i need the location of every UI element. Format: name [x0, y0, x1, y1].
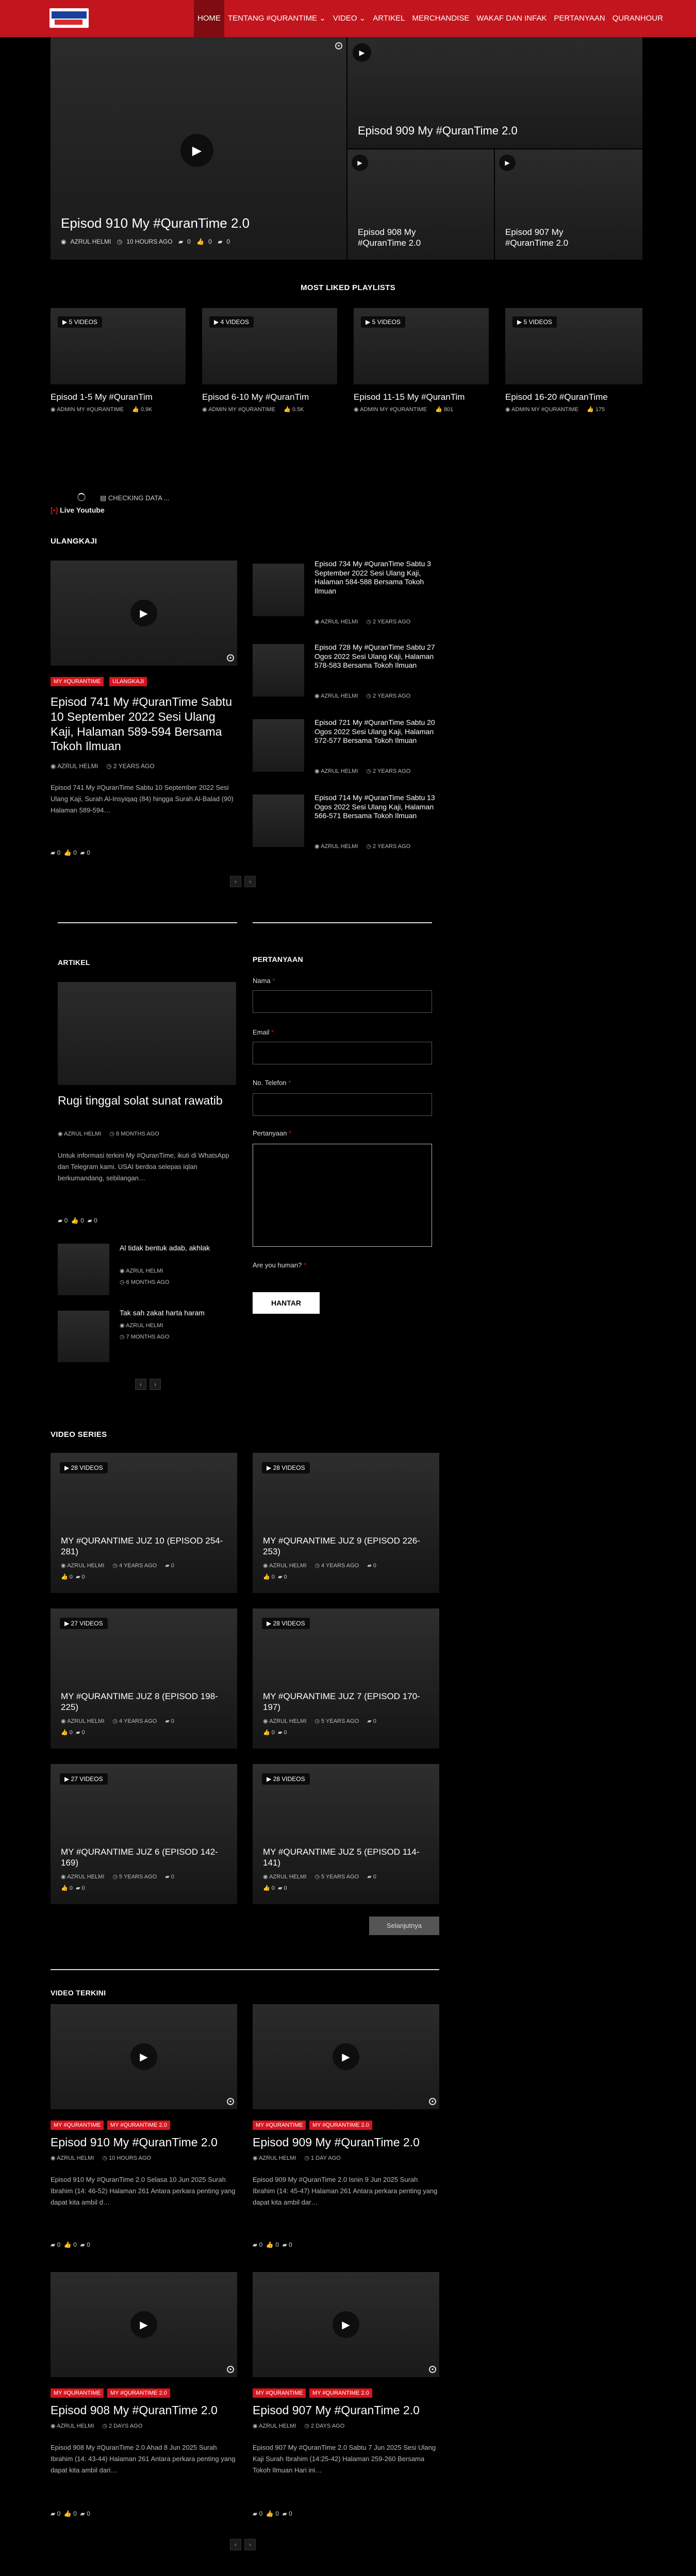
artikel-featured-counts: ▰ 0 👍 0 ▰ 0 — [58, 1217, 97, 1224]
prev-page-button[interactable]: ‹ — [135, 1379, 146, 1390]
info-icon: ● — [429, 2366, 436, 2373]
views-icon: ▰ — [218, 238, 223, 245]
series-count-badge: ▶ 28 VIDEOS — [262, 1618, 310, 1629]
artikel-list-title[interactable]: Al tidak bentuk adab, akhlak — [120, 1244, 210, 1252]
email-field[interactable] — [253, 1042, 432, 1064]
live-checking-status: ▤ CHECKING DATA ... — [100, 494, 170, 502]
artikel-list-meta: ◷ 6 MONTHS AGO — [120, 1279, 170, 1285]
hero-main-title[interactable]: Episod 910 My #QuranTime 2.0 — [61, 215, 250, 231]
series-card[interactable] — [51, 1764, 237, 1904]
hero-main-card[interactable] — [51, 37, 346, 260]
section-divider — [51, 1969, 439, 1970]
play-icon[interactable]: ▶ — [130, 2043, 157, 2070]
nav-tentang[interactable]: TENTANG #QURANTIME ⌄ — [228, 14, 326, 23]
next-page-button[interactable]: › — [150, 1379, 161, 1390]
series-count-badge: ▶ 28 VIDEOS — [262, 1773, 310, 1785]
soalan-label: Pertanyaan * — [253, 1129, 292, 1137]
playlist-title[interactable]: Episod 16-20 #QuranTime — [505, 392, 608, 402]
play-icon[interactable]: ▶ — [130, 600, 157, 626]
ulangkaji-heading: ULANGKAJI — [51, 537, 97, 546]
nav-home[interactable]: HOME — [194, 0, 224, 37]
terkini-title[interactable]: Episod 909 My #QuranTime 2.0 — [253, 2136, 420, 2149]
series-title[interactable]: MY #QURANTIME JUZ 9 (EPISOD 226-253) — [263, 1536, 420, 1557]
ulangkaji-featured-excerpt: Episod 741 My #QuranTime Sabtu 10 September 2022 Sesi Ulang Kaji, Surah Al-Insyiqaq (84) hingga Surah Al-Balad (90) Halaman 589-594… — [51, 784, 234, 815]
ulangkaji-list-meta: ◉ AZRUL HELMI ◷ 2 YEARS AGO — [314, 693, 411, 699]
terkini-excerpt: Episod 910 My #QuranTime 2.0 Selasa 10 Jun 2025 Surah Ibrahim (14: 46-52) Halaman 261 Antara perkara penting yang dapat kita ambil d… — [51, 2176, 236, 2207]
playlist-card[interactable] — [505, 308, 642, 384]
next-page-button[interactable]: › — [244, 876, 256, 887]
nav-wakaf[interactable]: WAKAF DAN INFAK — [476, 14, 547, 23]
artikel-featured-meta: ◉ AZRUL HELMI ◷ 8 MONTHS AGO — [58, 1131, 159, 1137]
ulangkaji-list-meta: ◉ AZRUL HELMI ◷ 2 YEARS AGO — [314, 768, 411, 774]
time: 10 HOURS AGO — [126, 238, 173, 245]
playlist-meta: ◉ ADMIN MY #QURANTIME 👍 175 — [505, 406, 605, 413]
info-icon: ● — [429, 2098, 436, 2105]
terkini-title[interactable]: Episod 910 My #QuranTime 2.0 — [51, 2136, 218, 2149]
playlist-count-badge: ▶ 4 VIDEOS — [209, 316, 254, 328]
playlist-count-badge: ▶ 5 VIDEOS — [361, 316, 405, 328]
series-card[interactable] — [51, 1453, 237, 1593]
nav-artikel[interactable]: ARTIKEL — [373, 14, 405, 23]
play-icon[interactable]: ▶ — [499, 155, 516, 171]
telefon-label: No. Telefon * — [253, 1079, 291, 1087]
terkini-excerpt: Episod 908 My #QuranTime 2.0 Ahad 8 Jun 2025 Surah Ibrahim (14: 43-44) Halaman 261 Antara perkara penting yang dapat kita ambil dari… — [51, 2444, 236, 2475]
playlist-count-badge: ▶ 5 VIDEOS — [512, 316, 557, 328]
artikel-list-meta: ◉ AZRUL HELMI — [120, 1268, 163, 1274]
playlist-count-badge: ▶ 5 VIDEOS — [58, 316, 102, 328]
ulangkaji-list-thumb[interactable] — [253, 794, 304, 847]
next-page-button[interactable]: › — [244, 2539, 256, 2550]
terkini-counts: ▰ 0 👍 0 ▰ 0 — [253, 2241, 292, 2248]
series-count-badge: ▶ 27 VIDEOS — [60, 1773, 108, 1785]
ulangkaji-list-thumb[interactable] — [253, 644, 304, 697]
series-meta: ◉ AZRUL HELMI ◷ 4 YEARS AGO ▰ 0 — [61, 1718, 174, 1724]
terkini-title[interactable]: Episod 908 My #QuranTime 2.0 — [51, 2403, 218, 2417]
section-divider — [253, 922, 432, 923]
author: AZRUL HELMI — [70, 238, 111, 245]
series-count-badge: ▶ 28 VIDEOS — [262, 1462, 310, 1473]
selanjutnya-button[interactable]: Selanjutnya — [369, 1917, 439, 1935]
terkini-meta: ◉ AZRUL HELMI ◷ 2 DAYS AGO — [51, 2423, 143, 2429]
terkini-excerpt: Episod 907 My #QuranTime 2.0 Sabtu 7 Jun 2025 Sesi Ulang Kaji Surah Ibrahim (14:25-42) Halaman 259-260 Bersama Tokoh Ilmuan Hari ini… — [253, 2444, 436, 2475]
category-tag[interactable]: MY #QURANTIME — [253, 2121, 306, 2130]
terkini-meta: ◉ AZRUL HELMI ◷ 2 DAYS AGO — [253, 2423, 345, 2429]
pertanyaan-heading: PERTANYAAN — [253, 955, 303, 963]
series-counts: 👍 0 ▰ 0 — [263, 1730, 287, 1736]
nav-video[interactable]: VIDEO ⌄ — [333, 14, 366, 23]
views-count: 0 — [226, 238, 230, 245]
category-tag[interactable]: MY #QURANTIME 2.0 — [107, 2388, 170, 2398]
nama-field[interactable] — [253, 990, 432, 1013]
category-tag[interactable]: MY #QURANTIME — [51, 2388, 104, 2398]
info-icon: ● — [227, 2098, 234, 2105]
artikel-list-meta: ◉ AZRUL HELMI — [120, 1323, 163, 1329]
artikel-list-thumb[interactable] — [58, 1244, 109, 1295]
hero-top-right-card[interactable] — [347, 37, 642, 148]
series-card[interactable] — [253, 1764, 439, 1904]
series-card[interactable] — [253, 1608, 439, 1749]
loading-spinner-icon — [77, 493, 86, 501]
series-title[interactable]: MY #QURANTIME JUZ 10 (EPISOD 254-281) — [61, 1536, 223, 1557]
category-tag[interactable]: MY #QURANTIME 2.0 — [107, 2121, 170, 2130]
playlist-title[interactable]: Episod 11-15 My #QuranTim — [354, 392, 465, 402]
playlist-card[interactable] — [51, 308, 186, 384]
series-meta: ◉ AZRUL HELMI ◷ 4 YEARS AGO ▰ 0 — [61, 1563, 174, 1569]
terkini-title[interactable]: Episod 907 My #QuranTime 2.0 — [253, 2403, 420, 2417]
playlist-card[interactable] — [354, 308, 489, 384]
nav-pertanyaan[interactable]: PERTANYAAN — [554, 14, 605, 23]
nav-merchandise[interactable]: MERCHANDISE — [412, 14, 470, 23]
artikel-featured-title[interactable]: Rugi tinggal solat sunat rawatib — [58, 1094, 223, 1107]
ulangkaji-featured-thumb[interactable] — [51, 561, 237, 666]
terkini-thumb[interactable] — [51, 2272, 237, 2377]
terkini-counts: ▰ 0 👍 0 ▰ 0 — [253, 2510, 292, 2517]
live-youtube-label: [•] Live Youtube — [51, 506, 105, 514]
series-count-badge: ▶ 27 VIDEOS — [60, 1618, 108, 1629]
video-series-heading: VIDEO SERIES — [51, 1430, 107, 1439]
artikel-featured-excerpt: Untuk informasi terkini My #QuranTime, ikuti di WhatsApp dan Telegram kami. USAI berdoa selepas iqlan berkumandang, sebilangan… — [58, 1151, 229, 1182]
category-tag[interactable]: MY #QURANTIME 2.0 — [309, 2121, 372, 2130]
prev-page-button[interactable]: ‹ — [230, 876, 241, 887]
comments-count: 0 — [187, 238, 191, 245]
email-label: Email * — [253, 1028, 274, 1036]
ulangkaji-list-meta: ◉ AZRUL HELMI ◷ 2 YEARS AGO — [314, 843, 411, 850]
play-icon[interactable]: ▶ — [333, 2043, 359, 2070]
user-icon: ◉ — [61, 238, 67, 245]
series-card[interactable] — [253, 1453, 439, 1593]
series-card[interactable] — [51, 1608, 237, 1749]
series-meta: ◉ AZRUL HELMI ◷ 5 YEARS AGO ▰ 0 — [61, 1874, 174, 1880]
pertanyaan-textarea[interactable] — [253, 1144, 432, 1247]
telefon-field[interactable] — [253, 1093, 432, 1116]
series-count-badge: ▶ 28 VIDEOS — [60, 1462, 108, 1473]
artikel-list-meta: ◷ 7 MONTHS AGO — [120, 1334, 170, 1340]
play-icon[interactable]: ▶ — [130, 2311, 157, 2338]
category-tag[interactable]: MY #QURANTIME 2.0 — [309, 2388, 372, 2398]
hero-bottom-left-card[interactable] — [347, 149, 494, 260]
series-meta: ◉ AZRUL HELMI ◷ 5 YEARS AGO ▰ 0 — [263, 1874, 376, 1880]
playlist-meta: ◉ ADMIN MY #QURANTIME 👍 0.9K — [51, 406, 153, 413]
category-tag[interactable]: MY #QURANTIME — [51, 677, 104, 686]
series-counts: 👍 0 ▰ 0 — [61, 1730, 85, 1736]
series-counts: 👍 0 ▰ 0 — [61, 1574, 85, 1580]
playlist-title[interactable]: Episod 6-10 My #QuranTim — [202, 392, 309, 402]
category-tag[interactable]: MY #QURANTIME — [253, 2388, 306, 2398]
series-counts: 👍 0 ▰ 0 — [263, 1574, 287, 1580]
terkini-pagination — [230, 2539, 256, 2550]
top-navbar — [0, 0, 696, 37]
hero-bottom-left-title[interactable]: Episod 908 My #QuranTime 2.0 — [358, 227, 421, 248]
site-logo[interactable] — [49, 8, 89, 28]
ulangkaji-featured-meta: ◉ AZRUL HELMI ◷ 2 YEARS AGO — [51, 762, 155, 770]
terkini-thumb[interactable] — [253, 2272, 439, 2377]
ulangkaji-list-thumb[interactable] — [253, 564, 304, 616]
playlist-meta: ◉ ADMIN MY #QURANTIME 👍 801 — [354, 406, 454, 413]
terkini-meta: ◉ AZRUL HELMI ◷ 10 HOURS AGO — [51, 2155, 151, 2161]
likes-count: 0 — [208, 238, 212, 245]
ulangkaji-list-title[interactable]: Episod 721 My #QuranTime Sabtu 20 Ogos 2022 Sesi Ulang Kaji, Halaman 572-577 Bersama Tokoh Ilmuan — [314, 718, 435, 744]
main-nav — [194, 0, 667, 37]
section-divider — [58, 922, 237, 923]
info-icon: ● — [227, 654, 234, 662]
like-icon: 👍 — [196, 238, 205, 245]
series-title[interactable]: MY #QURANTIME JUZ 7 (EPISOD 170-197) — [263, 1691, 420, 1713]
series-meta: ◉ AZRUL HELMI ◷ 5 YEARS AGO ▰ 0 — [263, 1718, 376, 1724]
ulangkaji-featured-counts: ▰ 0 👍 0 ▰ 0 — [51, 849, 90, 856]
play-icon[interactable]: ▶ — [180, 134, 213, 167]
playlist-card[interactable] — [202, 308, 337, 384]
play-icon[interactable]: ▶ — [333, 2311, 359, 2338]
info-icon: ● — [335, 42, 342, 49]
terkini-excerpt: Episod 909 My #QuranTime 2.0 Isnin 9 Jun 2025 Surah Ibrahim (14: 45-47) Halaman 261 Antara perkara penting yang dapat kita ambil dar… — [253, 2176, 438, 2207]
category-tag[interactable]: MY #QURANTIME — [51, 2121, 104, 2130]
category-tag[interactable]: ULANGKAJI — [109, 677, 147, 686]
clock-icon: ◷ — [117, 238, 123, 245]
hero-main-meta — [61, 238, 234, 245]
series-counts: 👍 0 ▰ 0 — [61, 1885, 85, 1891]
ulangkaji-list-thumb[interactable] — [253, 719, 304, 772]
ulangkaji-list-title[interactable]: Episod 714 My #QuranTime Sabtu 13 Ogos 2022 Sesi Ulang Kaji, Halaman 566-571 Bersama Tokoh Ilmuan — [314, 793, 435, 820]
ulangkaji-pagination — [230, 876, 256, 887]
terkini-counts: ▰ 0 👍 0 ▰ 0 — [51, 2510, 90, 2517]
prev-page-button[interactable]: ‹ — [230, 2539, 241, 2550]
video-terkini-heading: VIDEO TERKINI — [51, 1989, 106, 1997]
playlist-title[interactable]: Episod 1-5 My #QuranTim — [51, 392, 153, 402]
info-icon: ● — [227, 2366, 234, 2373]
play-icon[interactable]: ▶ — [352, 155, 368, 171]
artikel-heading: ARTIKEL — [58, 958, 90, 967]
artikel-list-title[interactable]: Tak sah zakat harta haram — [120, 1309, 205, 1317]
ulangkaji-list-title[interactable]: Episod 734 My #QuranTime Sabtu 3 September 2022 Sesi Ulang Kaji, Halaman 584-588 Bersama Tokoh Ilmuan — [314, 560, 431, 595]
series-counts: 👍 0 ▰ 0 — [263, 1885, 287, 1891]
hero-bottom-right-title[interactable]: Episod 907 My #QuranTime 2.0 — [505, 227, 569, 248]
nama-label: Nama * — [253, 977, 275, 985]
artikel-featured-thumb[interactable] — [58, 982, 236, 1085]
artikel-list-thumb[interactable] — [58, 1311, 109, 1362]
play-icon[interactable]: ▶ — [353, 43, 371, 62]
terkini-meta: ◉ AZRUL HELMI ◷ 1 DAY AGO — [253, 2155, 341, 2161]
hero-top-right-title[interactable]: Episod 909 My #QuranTime 2.0 — [358, 124, 518, 137]
series-title[interactable]: MY #QURANTIME JUZ 6 (EPISOD 142-169) — [61, 1847, 218, 1868]
human-check-label: Are you human? * — [253, 1261, 307, 1269]
series-meta: ◉ AZRUL HELMI ◷ 4 YEARS AGO ▰ 0 — [263, 1563, 376, 1569]
series-title[interactable]: MY #QURANTIME JUZ 8 (EPISOD 198-225) — [61, 1691, 218, 1713]
ulangkaji-featured-title[interactable]: Episod 741 My #QuranTime Sabtu 10 September 2022 Sesi Ulang Kaji, Halaman 589-594 Bersama Tokoh Ilmuan — [51, 695, 232, 753]
nav-quranhour[interactable]: QURANHOUR — [612, 14, 664, 23]
terkini-thumb[interactable] — [253, 2004, 439, 2109]
hantar-button[interactable]: HANTAR — [253, 1292, 320, 1314]
ulangkaji-list-meta: ◉ AZRUL HELMI ◷ 2 YEARS AGO — [314, 619, 411, 625]
terkini-thumb[interactable] — [51, 2004, 237, 2109]
comment-icon: ▰ — [178, 238, 184, 245]
hero-bottom-right-card[interactable] — [495, 149, 642, 260]
playlist-meta: ◉ ADMIN MY #QURANTIME 👍 0.5K — [202, 406, 304, 413]
artikel-pagination — [135, 1379, 161, 1390]
ulangkaji-list-title[interactable]: Episod 728 My #QuranTime Sabtu 27 Ogos 2022 Sesi Ulang Kaji, Halaman 578-583 Bersama Tokoh Ilmuan — [314, 643, 435, 669]
live-icon: [•] — [51, 506, 58, 514]
series-title[interactable]: MY #QURANTIME JUZ 5 (EPISOD 114-141) — [263, 1847, 420, 1868]
terkini-counts: ▰ 0 👍 0 ▰ 0 — [51, 2241, 90, 2248]
playlists-heading: MOST LIKED PLAYLISTS — [301, 283, 395, 292]
